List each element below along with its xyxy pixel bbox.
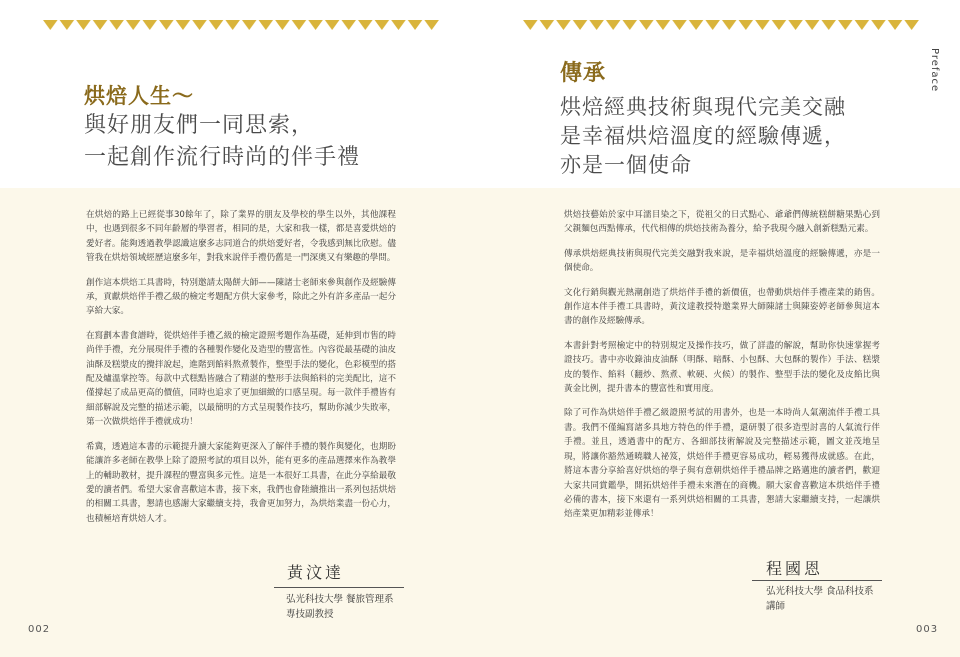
scallop-border-right [522,20,920,32]
left-affiliation-line1: 弘光科技大學 餐旅管理系 [286,594,394,605]
left-title-line2: 與好朋友們一同思索， [84,113,315,138]
scallop-border-left [42,20,440,32]
right-body-text [564,208,880,532]
right-page-number: 003 [916,624,939,635]
left-page-number: 002 [28,624,51,635]
left-paragraph: 在烘焙的路上已經從事30餘年了，除了業界的朋友及學校的學生以外，其他課程中，也遇到很多不同年齡層的學習者，相同的是，大家和我一樣，都是喜愛烘焙的愛好者。能夠透過教學認識這麼多志同道合的烘焙愛好者，令我感到無比欣慰。儘管我在烘焙領域經歷這麼多年，對我來說伴手禮仍舊是一門深奧又有樂趣的學問。 [86,210,396,264]
right-affiliation-line2: 講師 [766,601,786,612]
right-paragraph: 傳承烘焙經典技術與現代完美交融對我來說，是幸福烘焙溫度的經驗傳遞，亦是一個使命。 [564,248,880,274]
left-title-line1: 烘焙人生～ [84,83,194,108]
right-paragraph: 本書針對考照檢定中的特別規定及操作技巧，做了詳盡的解說，幫助你快速掌握考證技巧。書中亦收錄油皮油酥（明酥、暗酥、小包酥、大包酥的製作）手法、糕漿皮的製作、餡料（翻炒、熬煮、軟硬、火候）的製作、整型手法的變化及皮餡比與黃金比例，提升書本的豐富性和實用度。 [564,340,880,395]
scallop-decoration-icon [42,20,440,32]
right-paragraph: 文化行銷與觀光熱潮創造了烘焙伴手禮的新價值，也帶動烘焙伴手禮產業的銷售。創作這本伴手禮工具書時，黃汶達教授特邀業界大師陳諸士與陳姿婷老師參與這本書的創作及經驗傳承。 [564,287,880,327]
left-paragraph: 希冀，透過這本書的示範提升讀大家能夠更深入了解伴手禮的製作與變化，也期盼能讓許多老師在教學上除了證照考試的項目以外，能有更多的產品選擇來作為教學上的輔助教材，提升課程的豐富與多元性。這是一本很好工具書，在此分享給最敬愛的讀者們。希望大家會喜歡這本書，接下來，我們也會陸續推出一系列包括烘焙的相關工具書，懇請也感謝大家繼續支持，我會更加努力，為烘焙業盡一份心力，也積極培育烘焙人才。 [86,441,396,524]
left-affiliation-line2: 專技副教授 [286,609,334,620]
right-affiliation-line1: 弘光科技大學 食品科技系 [766,586,874,597]
left-signature-rule [274,587,404,588]
left-title-block [84,80,360,174]
right-title-block [560,56,846,180]
left-title-line3: 一起創作流行時尚的伴手禮 [84,145,361,170]
right-title-line4: 亦是一個使命 [560,153,692,177]
right-paragraph: 除了可作為烘焙伴手禮乙級證照考試的用書外，也是一本時尚人氣潮流伴手禮工具書。我們不僅編寫諸多具地方特色的伴手禮，還研製了很多造型討喜的人氣流行伴手禮。並且，透過書中的配方、各細部技術解說及完整描述示範，圖文並茂地呈現，將讓你豁然通曉職人祕笈，烘焙伴手禮更容易成功，輕易獲得成就感。在此，將這本書分享給喜好烘焙的學子與有意朝烘焙伴手禮品牌之路邁進的讀者們，歡迎大家共同賞鑑學，開拓烘焙伴手禮未來潛在的商機。願大家會喜歡這本烘焙伴手禮必備的書本，接下來還有一系列烘焙相關的工具書，懇請大家繼續支持，一起讓烘焙產業更加精彩並傳承！ [564,408,880,520]
right-title-line1: 傳承 [560,60,607,86]
left-paragraph: 在寫劃本書食譜時，從烘焙伴手禮乙級的檢定證照考題作為基礎，延伸到市售的時尚伴手禮，充分展現伴手禮的各種製作變化及造型的豐富性。內容從最基礎的油皮油酥及糕漿皮的攪拌說起，進階到餡料熬煮製作，整型手法的變化，色彩模型的搭配及爐溫掌控等。每款中式糕點皆融合了精湛的整形手法與餡料的完美配比，這不僅撐起了成品更高的價值，同時也追求了更加細緻的口感呈現。每一款伴手禮皆有細部解說及完整的描述示範，以最簡明的方式呈現製作技巧，幫助你減少失敗率，第一次做烘焙伴手禮就成功！ [86,330,396,428]
right-page [480,0,960,657]
right-signature-rule [752,580,882,581]
left-signature: 黃汶達 [287,563,345,582]
right-paragraph: 烘焙技藝始於家中耳濡目染之下，從祖父的日式點心、爺爺們傳統糕餅糖果點心到父親麵包西點傳承，代代相傳的烘焙技術為養分，給予我現今融入創新糕點元素。 [564,210,880,235]
left-body-text [86,208,396,536]
left-affiliation [286,592,394,622]
right-title-line3: 是幸福烘焙溫度的經驗傳遞， [560,124,846,148]
preface-side-tab: Preface [929,48,940,93]
right-affiliation [766,584,874,614]
right-title-line2: 烘焙經典技術與現代完美交融 [560,95,846,119]
left-paragraph: 創作這本烘焙工具書時，特別邀請太陽餅大師——陳諸士老師來參與創作及經驗傳承，貢獻烘焙伴手禮乙級的檢定考題配方供大家參考，除此之外有許多產品一起分享給大家。 [86,277,396,317]
right-signature: 程國恩 [766,559,824,578]
scallop-decoration-icon [522,20,920,32]
